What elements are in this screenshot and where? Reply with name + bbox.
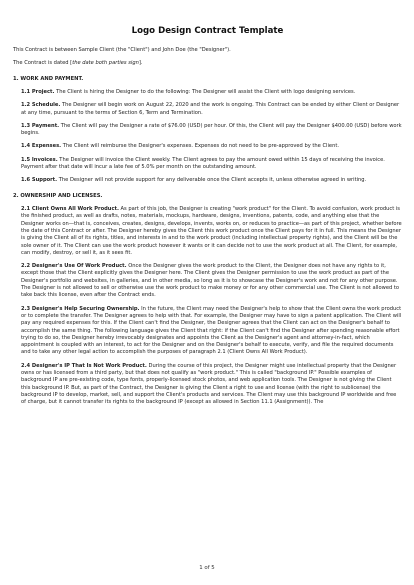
clause-1-2: 1.2 Schedule. The Designer will begin work on August 22, 2020 and the work is ongoing. This Contract can be ended by either Client or Designer at any time, pursuant to the terms of Section 6, Term and Termination. [21, 102, 400, 116]
intro-date: The Contract is dated [the date both parties sign]. [13, 60, 143, 67]
clause-2-3: 2.3 Designer's Help Securing Ownership. In the future, the Client may need the Designer's help to show that the Client owns the work product or to complete the transfer. The Designer agrees to help with that. For example, the Designer may have to sign a patent application. The Client will pay any required expenses for this. If the Client can't find the Designer, the Designer agrees that the Client can act on the Designer's behalf to accomplish the same thing. The following language gives the Client that right: if the Client can't find the Designer after spending reasonable effort trying to do so, the Designer hereby irrevocably designates and appoints the Client as the Designer's agent and attorney-in-fact, which appointment is coupled with an interest, to act for the Designer and on the Designer's behalf to execute, verify, and file the required documents and to take any other legal action to accomplish the purposes of paragraph 2.1 (Client Owns All Work Product). [21, 305, 402, 356]
date-placeholder: the date both parties sign [72, 60, 139, 67]
section-heading: 1. WORK AND PAYMENT. [13, 75, 84, 82]
section-heading: 2. OWNERSHIP AND LICENSES. [13, 192, 103, 199]
document-title: Logo Design Contract Template [131, 26, 284, 36]
page-number: 1 of 5 [199, 565, 215, 571]
clause-2-2: 2.2 Designer's Use Of Work Product. Once the Designer gives the work product to the Client, the Designer does not have any rights to it, except those that the Client explicitly gives the Designer here. The Client gives the Designer permission to use the work product as part of the Designer's portfolio and websites, in galleries, and in other media, so long as it is to showcase the Designer's work and not for any other purpose. The Designer is not allowed to sell or otherwise use the work product to make money or for any other commercial use. The Client is not allowed to take back this license, even after the Contract ends. [21, 263, 400, 299]
intro-parties: This Contract is between Sample Client (the "Client") and John Doe (the "Designer"). [13, 47, 231, 53]
clause-1-3: 1.3 Payment. The Client will pay the Designer a rate of $76.00 (USD) per hour. Of this, the Client will pay the Designer $400.00 (USD) before work begins. [21, 122, 402, 137]
document-body [13, 25, 402, 413]
clause-2-4: 2.4 Designer's IP That Is Not Work Product. During the course of this project, the Designer might use intellectual property that the Designer owns or has licensed from a third party, but that does not qualify as "work product." This is called "background IP." Possible examples of background IP are pre-existing code, type fonts, properly-licensed stock photos, and web application tools. The Designer is not giving the Client this background IP. But, as part of the Contract, the Designer is giving the Client a right to use and license (with the right to sublicense) the background IP to develop, market, sell, and support the Client's products and services. The Client may use this background IP worldwide and free of charge, but it cannot transfer its rights to the background IP (except as allowed in Section 11.1 (Assignment)). The [21, 362, 397, 406]
clause-1-5: 1.5 Invoices. The Designer will invoice the Client weekly. The Client agrees to pay the amount owed within 15 days of receiving the invoice. Payment after that date will incur a late fee of 5.0% per month on the outstanding amount. [21, 156, 385, 171]
clause-1-6: 1.6 Support. The Designer will not provide support for any deliverable once the Client accepts it, unless otherwise agreed in writing. [21, 177, 367, 184]
clause-1-1: 1.1 Project. The Client is hiring the Designer to do the following: The Designer will assist the Client with logo designing services. [21, 89, 356, 95]
clause-1-4: 1.4 Expenses. The Client will reimburse the Designer's expenses. Expenses do not need to be pre-approved by the Client. [21, 143, 339, 150]
clause-2-1: 2.1 Client Owns All Work Product. As part of this job, the Designer is creating "work product" for the Client. To avoid confusion, work product is the finished product, as well as drafts, notes, materials, mockups, hardware, designs, inventions, patents, code, and anything else that the Designer works on—that is, conceives, creates, designs, develops, invents, works on, or reduces to practice—as part of this project, whether before the date of this Contract or after. The Designer hereby gives the Client this work product once the Client pays for it in full. This means the Designer is giving the Client all of its rights, titles, and interests in and to the work product (including intellectual property rights), and the Client will be the sole owner of it. The Client can use the work product however it wants or it can decide not to use the work product at all. The Client, for example, can modify, destroy, or sell it, as it sees fit. [21, 206, 402, 256]
